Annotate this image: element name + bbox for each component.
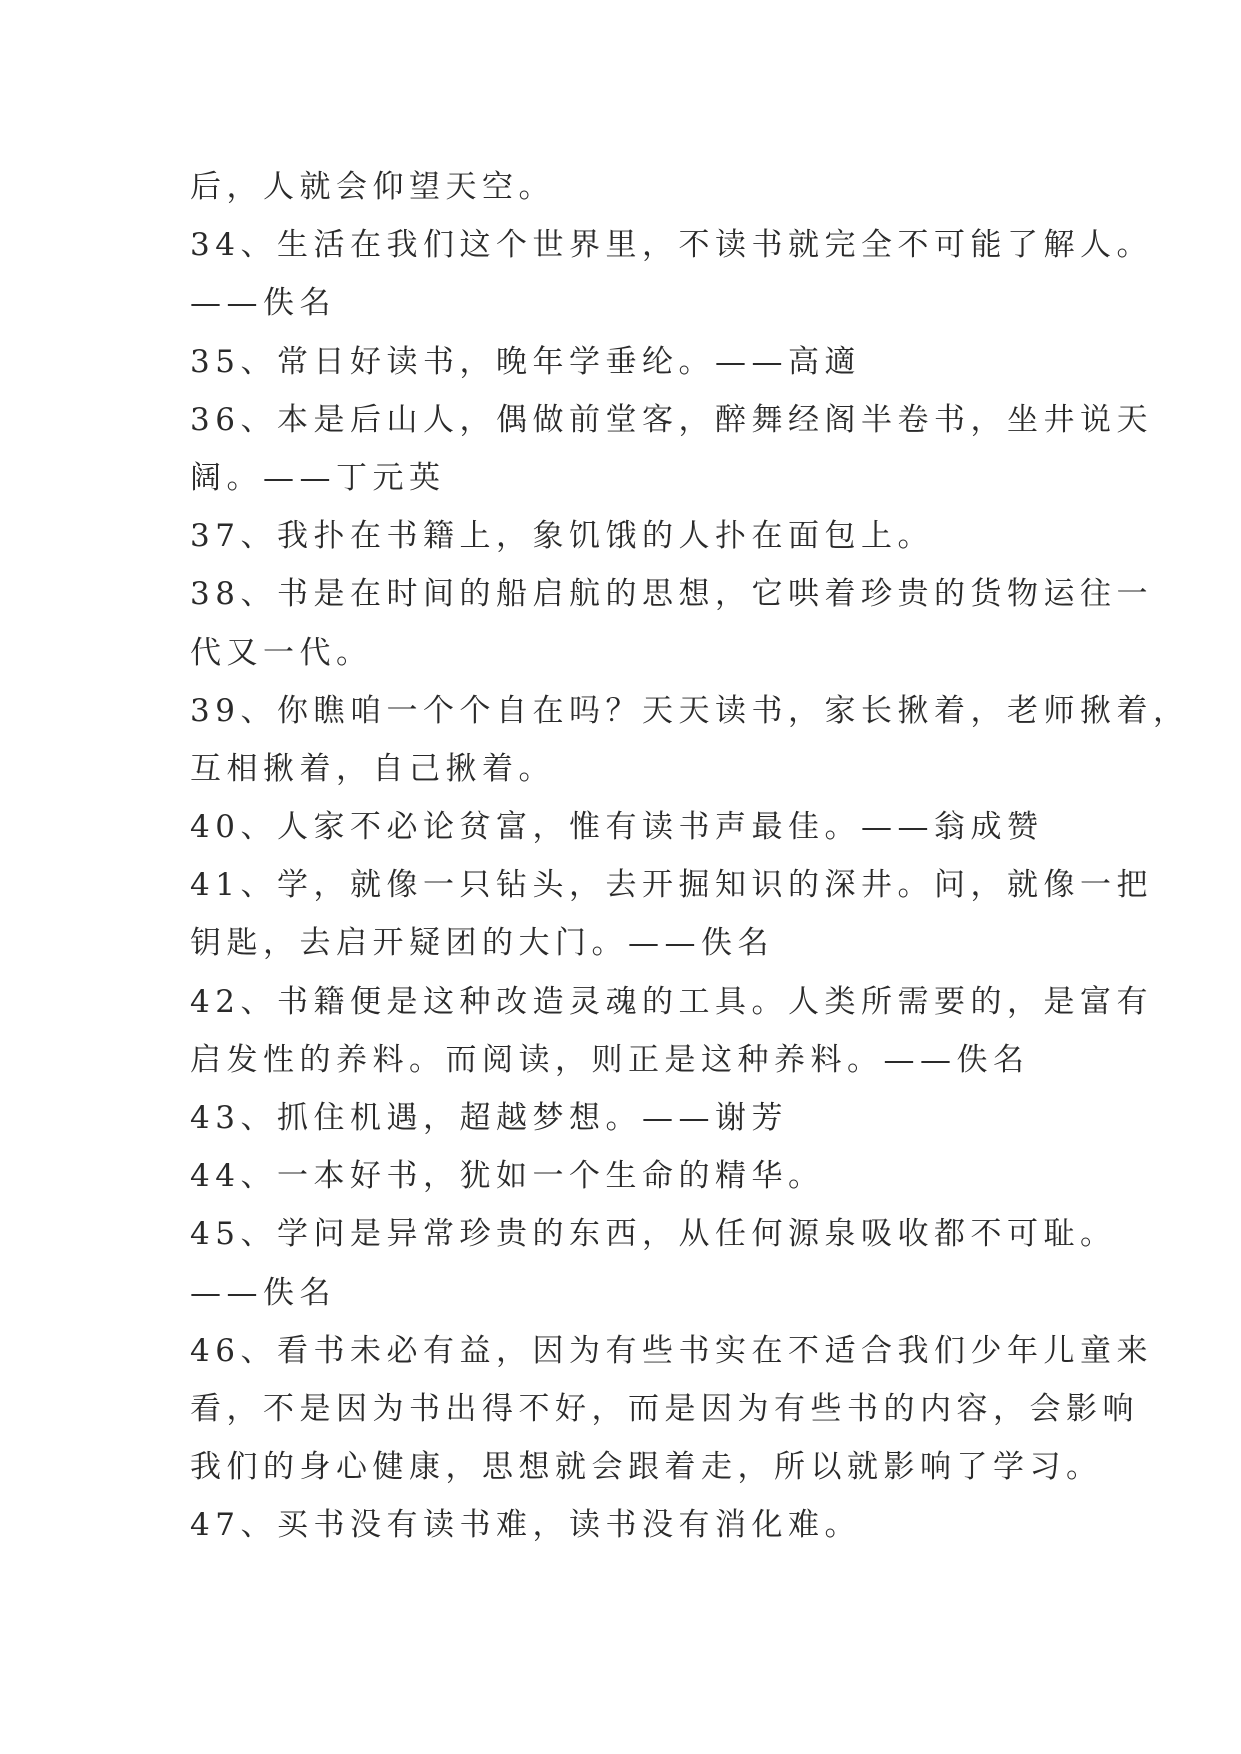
text-line: 38、书是在时间的船启航的思想，它哄着珍贵的货物运往一 — [190, 576, 1153, 613]
text-line: 47、买书没有读书难，读书没有消化难。 — [190, 1507, 861, 1544]
text-line: ——佚名 — [190, 1274, 336, 1311]
quote-text-block — [190, 158, 1190, 1555]
text-line: 40、人家不必论贫富，惟有读书声最佳。——翁成赞 — [190, 809, 1044, 846]
text-line: 钥匙，去启开疑团的大门。——佚名 — [190, 925, 774, 962]
text-line: 34、生活在我们这个世界里，不读书就完全不可能了解人。 — [190, 227, 1153, 264]
text-line: 启发性的养料。而阅读，则正是这种养料。——佚名 — [190, 1041, 1030, 1078]
text-line: 阔。——丁元英 — [190, 459, 446, 496]
text-line: 后，人就会仰望天空。 — [190, 169, 555, 205]
text-line: ——佚名 — [190, 285, 336, 322]
text-line: 45、学问是异常珍贵的东西，从任何源泉吸收都不可耻。 — [190, 1216, 1117, 1253]
text-line: 46、看书未必有益，因为有些书实在不适合我们少年儿童来 — [190, 1332, 1153, 1369]
text-line: 看，不是因为书出得不好，而是因为有些书的内容，会影响 — [190, 1390, 1139, 1427]
text-line: 42、书籍便是这种改造灵魂的工具。人类所需要的，是富有 — [190, 983, 1153, 1020]
text-line: 44、一本好书，犹如一个生命的精华。 — [190, 1158, 825, 1195]
text-line: 43、抓住机遇，超越梦想。——谢芳 — [190, 1100, 788, 1136]
text-line: 35、常日好读书，晚年学垂纶。——高適 — [190, 343, 861, 380]
text-line: 36、本是后山人，偶做前堂客，醉舞经阁半卷书，坐井说天 — [190, 401, 1153, 438]
text-line: 41、学，就像一只钻头，去开掘知识的深井。问，就像一把 — [190, 867, 1153, 904]
text-line: 互相揪着，自己揪着。 — [190, 750, 555, 787]
text-line: 37、我扑在书籍上，象饥饿的人扑在面包上。 — [190, 518, 934, 555]
text-line: 我们的身心健康，思想就会跟着走，所以就影响了学习。 — [190, 1449, 1103, 1486]
text-line: 39、你瞧咱一个个自在吗？天天读书，家长揪着，老师揪着， — [190, 692, 1190, 729]
text-line: 代又一代。 — [190, 634, 373, 671]
